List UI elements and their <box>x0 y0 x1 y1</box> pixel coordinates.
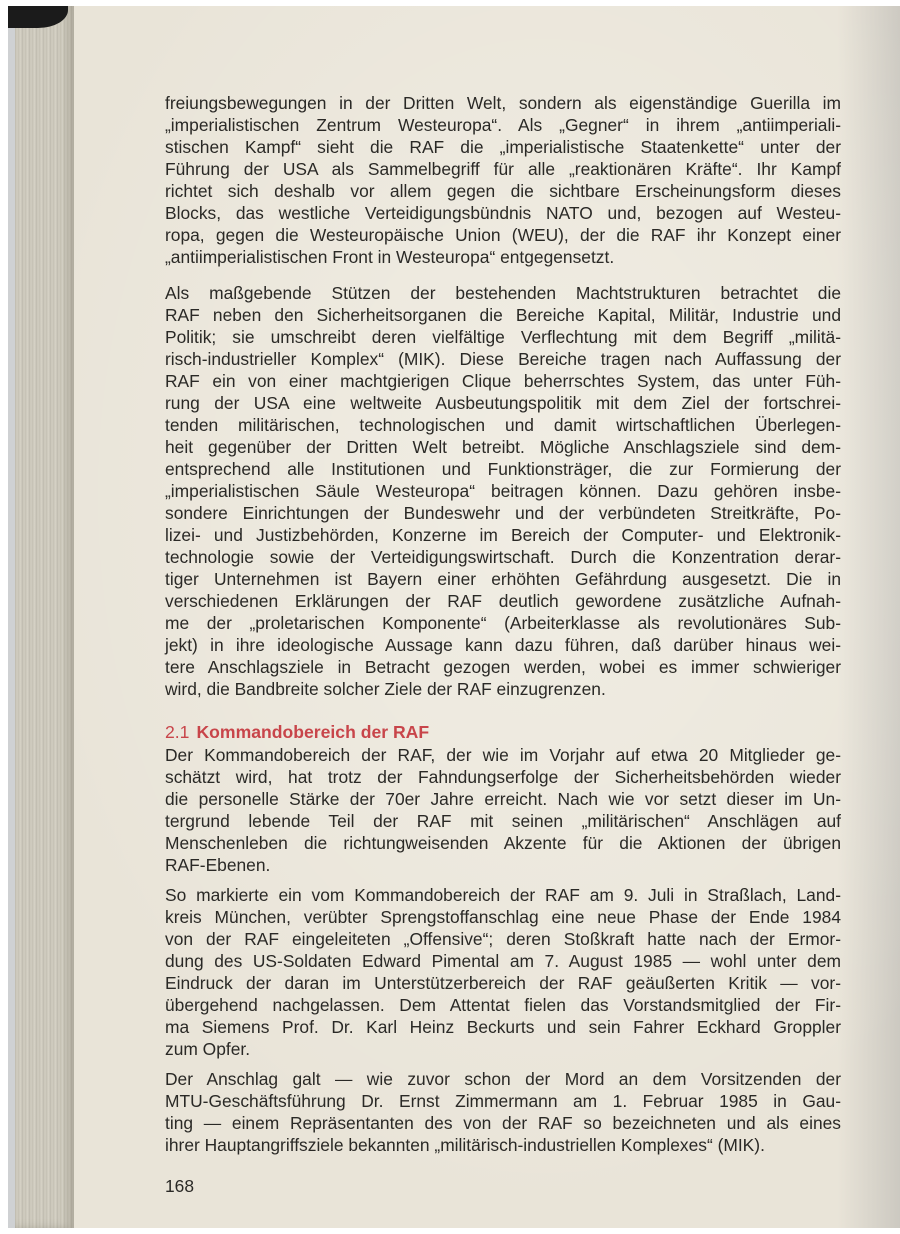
text-line: freiungsbewegungen in der Dritten Welt, sondern als eigenständige Guerilla im <box>165 93 841 113</box>
text-line: Eindruck der daran im Unterstützerbereich der RAF geäußerten Kritik — vor- <box>165 973 841 993</box>
section-number: 2.1 <box>165 722 190 742</box>
text-line: RAF ein von einer machtgierigen Clique beherrschtes System, das unter Füh- <box>165 371 841 391</box>
text-line: Der Anschlag galt — wie zuvor schon der Mord an dem Vorsitzenden der <box>165 1069 841 1089</box>
text-line: tenden militärischen, technologischen und damit wirtschaftlichen Überlegen- <box>165 415 841 435</box>
page-number: 168 <box>165 1176 195 1196</box>
text-line: richtet sich deshalb vor allem gegen die sichtbare Erscheinungsform dieses <box>165 181 841 201</box>
text-line: Führung der USA als Sammelbegriff für alle „reaktionären Kräfte“. Ihr Kampf <box>165 159 841 179</box>
text-line: entsprechend alle Institutionen und Funktionsträger, die zur Formierung der <box>165 459 841 479</box>
text-line: Menschenleben die richtungweisenden Akzente für die Aktionen der übrigen <box>165 833 841 853</box>
text-line: heit gegenüber der Dritten Welt betreibt. Mögliche Anschlagsziele sind dem- <box>165 437 841 457</box>
text-line: ma Siemens Prof. Dr. Karl Heinz Beckurts und sein Fahrer Eckhard Groppler <box>165 1017 841 1037</box>
text-line: wird, die Bandbreite solcher Ziele der RAF einzugrenzen. <box>165 679 606 699</box>
text-line: Der Kommandobereich der RAF, der wie im Vorjahr auf etwa 20 Mitglieder ge- <box>165 745 841 765</box>
text-line: sondere Einrichtungen der Bundeswehr und der verbündeten Streitkräfte, Po- <box>165 503 841 523</box>
text-line: die personelle Stärke der 70er Jahre erreicht. Nach wie vor setzt dieser im Un- <box>165 789 841 809</box>
text-line: verschiedenen Erklärungen der RAF deutlich gewordene zusätzliche Aufnah- <box>165 591 841 611</box>
text-line: übergehend nachgelassen. Dem Attentat fielen das Vorstandsmitglied der Fir- <box>165 995 841 1015</box>
text-line: technologie sowie der Verteidigungswirtschaft. Durch die Konzentration derar- <box>165 547 841 567</box>
text-line: rung der USA eine weltweite Ausbeutungspolitik mit dem Ziel der fortschrei- <box>165 393 841 413</box>
text-line: zum Opfer. <box>165 1039 251 1059</box>
text-line: schätzt wird, hat trotz der Fahndungserfolge der Sicherheitsbehörden wieder <box>165 767 841 787</box>
text-line: „imperialistischen Zentrum Westeuropa“. Als „Gegner“ in ihrem „antiimperiali- <box>165 115 841 135</box>
text-line: dung des US-Soldaten Edward Pimental am 7. August 1985 — wohl unter dem <box>165 951 841 971</box>
text-line: Blocks, das westliche Verteidigungsbündnis NATO und, bezogen auf Westeu- <box>165 203 841 223</box>
text-line: So markierte ein vom Kommandobereich der RAF am 9. Juli in Straßlach, Land- <box>165 885 841 905</box>
text-line: tergrund lebende Teil der RAF mit seinen „militärischen“ Anschlägen auf <box>165 811 841 831</box>
text-line: RAF neben den Sicherheitsorganen die Bereiche Kapital, Militär, Industrie und <box>165 305 841 325</box>
text-line: „antiimperialistischen Front in Westeuropa“ entgegensetzt. <box>165 247 615 267</box>
text-line: „imperialistischen Säule Westeuropa“ beitragen können. Dazu gehören insbe- <box>165 481 841 501</box>
text-line: jekt) in ihre ideologische Aussage kann dazu führen, daß darüber hinaus wei- <box>165 635 841 655</box>
text-line: tere Anschlagsziele in Betracht gezogen werden, wobei es immer schwieriger <box>165 657 841 677</box>
text-line: risch-industrieller Komplex“ (MIK). Diese Bereiche tragen nach Auffassung der <box>165 349 841 369</box>
text-line: kreis München, verübter Sprengstoffanschlag eine neue Phase der Ende 1984 <box>165 907 841 927</box>
section-heading <box>165 721 429 743</box>
scan-border <box>8 6 15 1228</box>
text-line: ting — einem Repräsentanten des von der RAF so bezeichneten und als eines <box>165 1113 841 1133</box>
text-line: stischen Kampf“ sieht die RAF die „imperialistische Staatenkette“ unter der <box>165 137 841 157</box>
text-line: ihrer Hauptangriffsziele bekannten „militärisch-industriellen Komplexes“ (MIK). <box>165 1135 765 1155</box>
text-line: Politik; sie umschreibt deren vielfältige Verflechtung mit dem Begriff „militä- <box>165 327 841 347</box>
text-line: von der RAF eingeleiteten „Offensive“; deren Stoßkraft hatte nach der Ermor- <box>165 929 841 949</box>
text-line: me der „proletarischen Komponente“ (Arbeiterklasse als revolutionäres Sub- <box>165 613 841 633</box>
book-page-edges <box>8 6 74 1228</box>
text-line: ropa, gegen die Westeuropäische Union (WEU), der die RAF ihr Konzept einer <box>165 225 841 245</box>
text-line: MTU-Geschäftsführung Dr. Ernst Zimmermann am 1. Februar 1985 in Gau- <box>165 1091 841 1111</box>
text-line: RAF-Ebenen. <box>165 855 271 875</box>
text-line: Als maßgebende Stützen der bestehenden Machtstrukturen betrachtet die <box>165 283 841 303</box>
text-line: lizei- und Justizbehörden, Konzerne im Bereich der Computer- und Elektronik- <box>165 525 841 545</box>
text-line: tiger Unternehmen ist Bayern einer erhöhten Gefährdung ausgesetzt. Die in <box>165 569 841 589</box>
section-title: Kommandobereich der RAF <box>196 722 430 742</box>
